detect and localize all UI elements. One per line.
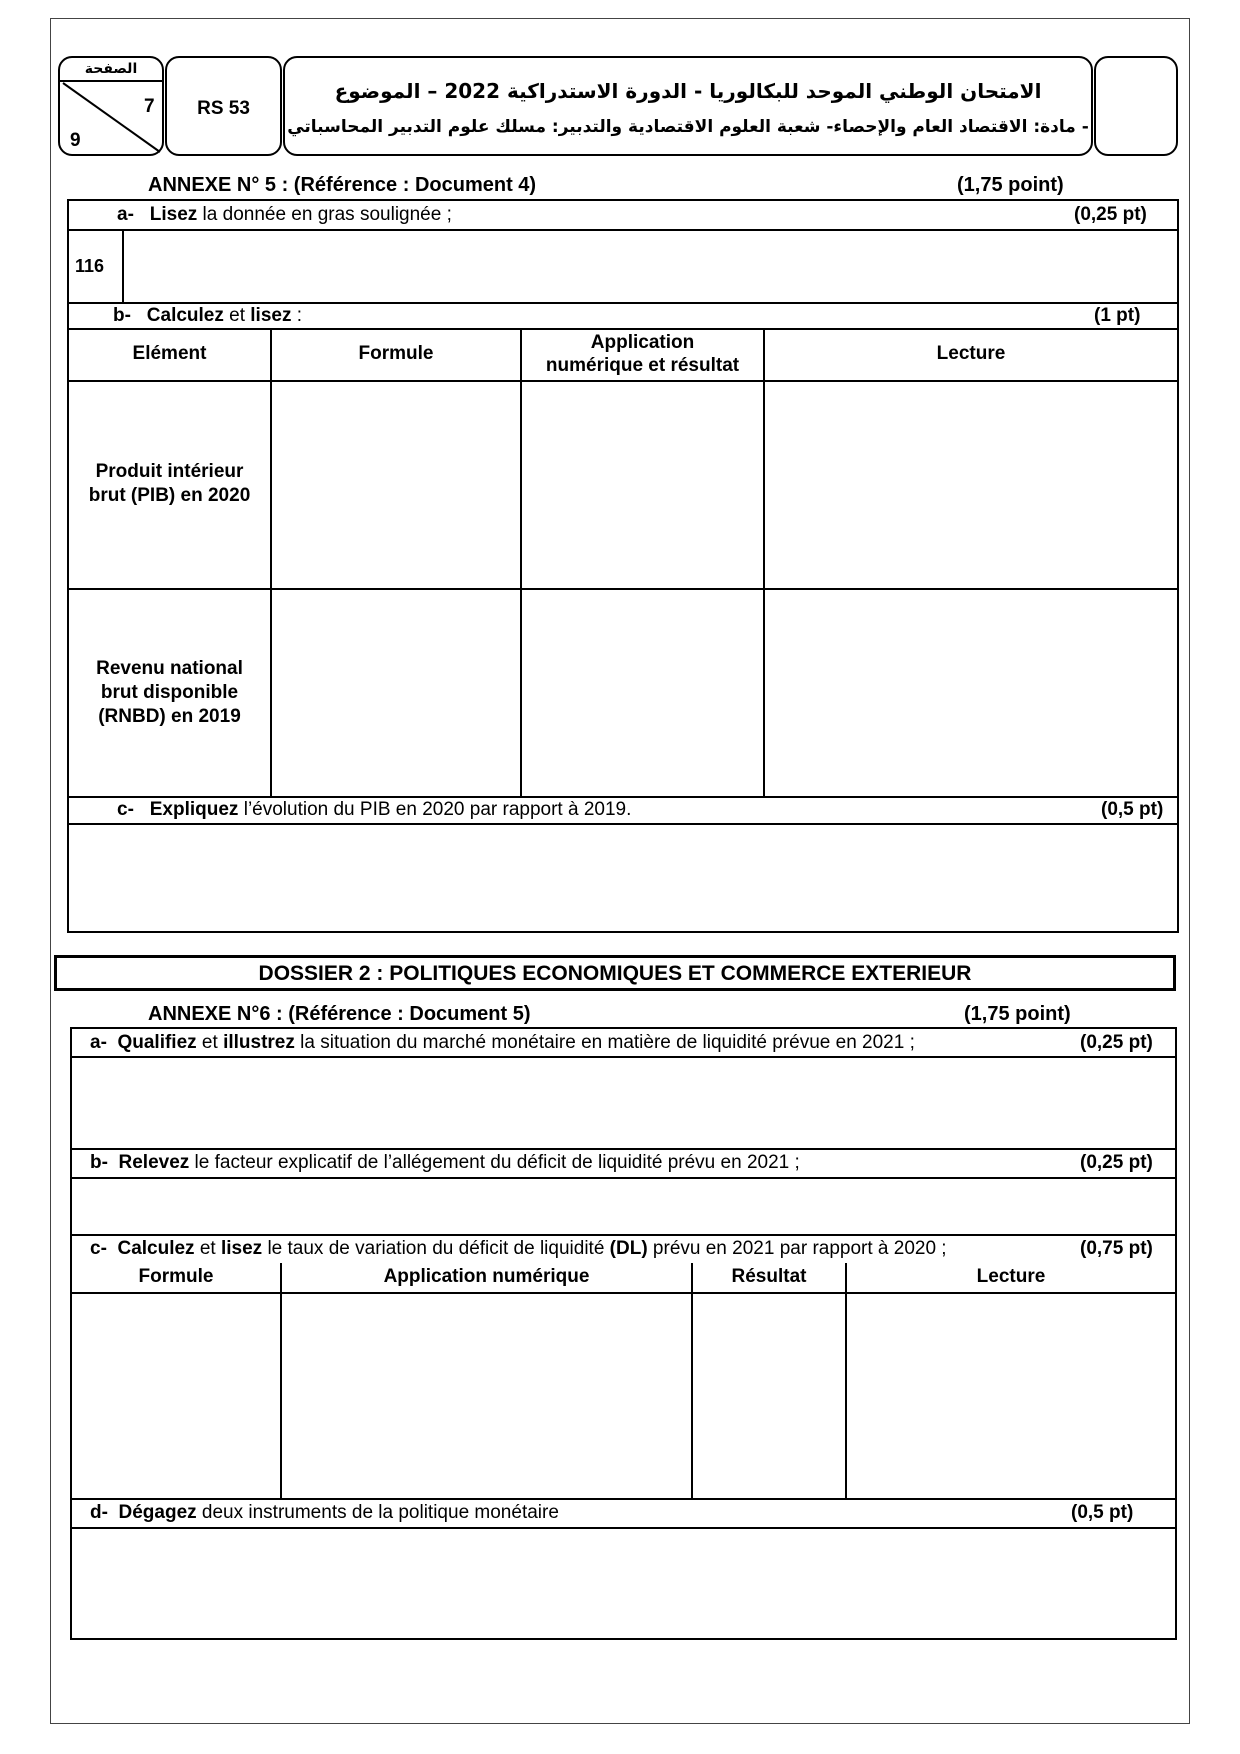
row-pib-label-2: brut (PIB) en 2020 bbox=[88, 485, 251, 506]
annexe6-question-d: d- Dégagez deux instruments de la politique monétaire bbox=[90, 1502, 559, 1523]
annexe6-b-points: (0,25 pt) bbox=[1080, 1152, 1153, 1173]
annexe5-question-b: b- Calculez et lisez : bbox=[113, 305, 303, 326]
dossier2-title: DOSSIER 2 : POLITIQUES ECONOMIQUES ET COMMERCE EXTERIEUR bbox=[258, 962, 972, 985]
annexe6-question-c: c- Calculez et lisez le taux de variation du déficit de liquidité (DL) prévu en 2021 par rapport à 2020 ; bbox=[90, 1238, 947, 1259]
page-number-box bbox=[58, 56, 164, 156]
annexe5-points: (1,75 point) bbox=[957, 174, 1064, 196]
header-application-1: Application bbox=[590, 332, 695, 353]
annexe5-a-answer-area[interactable] bbox=[125, 231, 1175, 301]
exam-code: RS 53 bbox=[197, 98, 250, 119]
header-element: Elément bbox=[132, 343, 207, 364]
annexe5-a-points: (0,25 pt) bbox=[1074, 204, 1147, 225]
annexe5-table bbox=[67, 199, 1179, 933]
dossier2-banner bbox=[54, 955, 1176, 991]
annexe6-c-points: (0,75 pt) bbox=[1080, 1238, 1153, 1259]
annexe5-b-points: (1 pt) bbox=[1094, 305, 1141, 326]
annexe5-c-answer-area[interactable] bbox=[71, 826, 1175, 931]
annexe5-a-value: 116 bbox=[75, 256, 105, 276]
row-rnbd-label-1: Revenu national bbox=[96, 658, 243, 679]
annexe5-question-c: c- Expliquez l’évolution du PIB en 2020 par rapport à 2019. bbox=[117, 799, 632, 820]
annexe6-d-answer-area[interactable] bbox=[74, 1530, 1173, 1638]
annexe5-title: ANNEXE N° 5 : (Référence : Document 4) bbox=[148, 174, 537, 196]
right-box bbox=[1094, 56, 1178, 156]
annexe6-title: ANNEXE N°6 : (Référence : Document 5) bbox=[148, 1003, 531, 1025]
annexe6-a-answer-area[interactable] bbox=[74, 1059, 1173, 1147]
annexe6-points: (1,75 point) bbox=[964, 1003, 1071, 1025]
row-rnbd-label-3: (RNBD) en 2019 bbox=[98, 706, 241, 727]
page-total: 9 bbox=[70, 130, 81, 151]
code-box bbox=[165, 56, 282, 156]
exam-subject-arabic: - مادة: الاقتصاد العام والإحصاء- شعبة العلوم الاقتصادية والتدبير: مسلك علوم التدبير المحاسباتي bbox=[287, 117, 1089, 137]
header-application-6: Application numérique bbox=[383, 1266, 590, 1287]
exam-title-arabic: الامتحان الوطني الموحد للبكالوريا - الدورة الاستدراكية 2022 – الموضوع bbox=[334, 79, 1042, 103]
annexe6-a-points: (0,25 pt) bbox=[1080, 1032, 1153, 1053]
page-current: 7 bbox=[144, 96, 155, 117]
header-resultat-6: Résultat bbox=[731, 1266, 807, 1287]
page-label: الصفحة bbox=[84, 61, 138, 77]
row-rnbd-label-2: brut disponible bbox=[100, 682, 239, 703]
header-application-2: numérique et résultat bbox=[545, 355, 740, 376]
annexe6-question-b: b- Relevez le facteur explicatif de l’allégement du déficit de liquidité prévu en 2021 ; bbox=[90, 1152, 800, 1173]
row-pib-label-1: Produit intérieur bbox=[95, 461, 244, 482]
header-lecture-6: Lecture bbox=[976, 1266, 1046, 1287]
annexe6-question-a: a- Qualifiez et illustrez la situation du marché monétaire en matière de liquidité prévue en 2021 ; bbox=[90, 1032, 915, 1053]
header-lecture: Lecture bbox=[936, 343, 1006, 364]
annexe6-table bbox=[70, 1027, 1177, 1640]
annexe5-c-points: (0,5 pt) bbox=[1101, 799, 1164, 820]
annexe6-d-points: (0,5 pt) bbox=[1071, 1502, 1134, 1523]
header-formule: Formule bbox=[358, 343, 434, 364]
header-formule-6: Formule bbox=[138, 1266, 214, 1287]
annexe5-question-a: a- Lisez la donnée en gras soulignée ; bbox=[117, 204, 452, 225]
title-box bbox=[283, 56, 1093, 156]
annexe6-b-answer-area[interactable] bbox=[74, 1180, 1173, 1233]
